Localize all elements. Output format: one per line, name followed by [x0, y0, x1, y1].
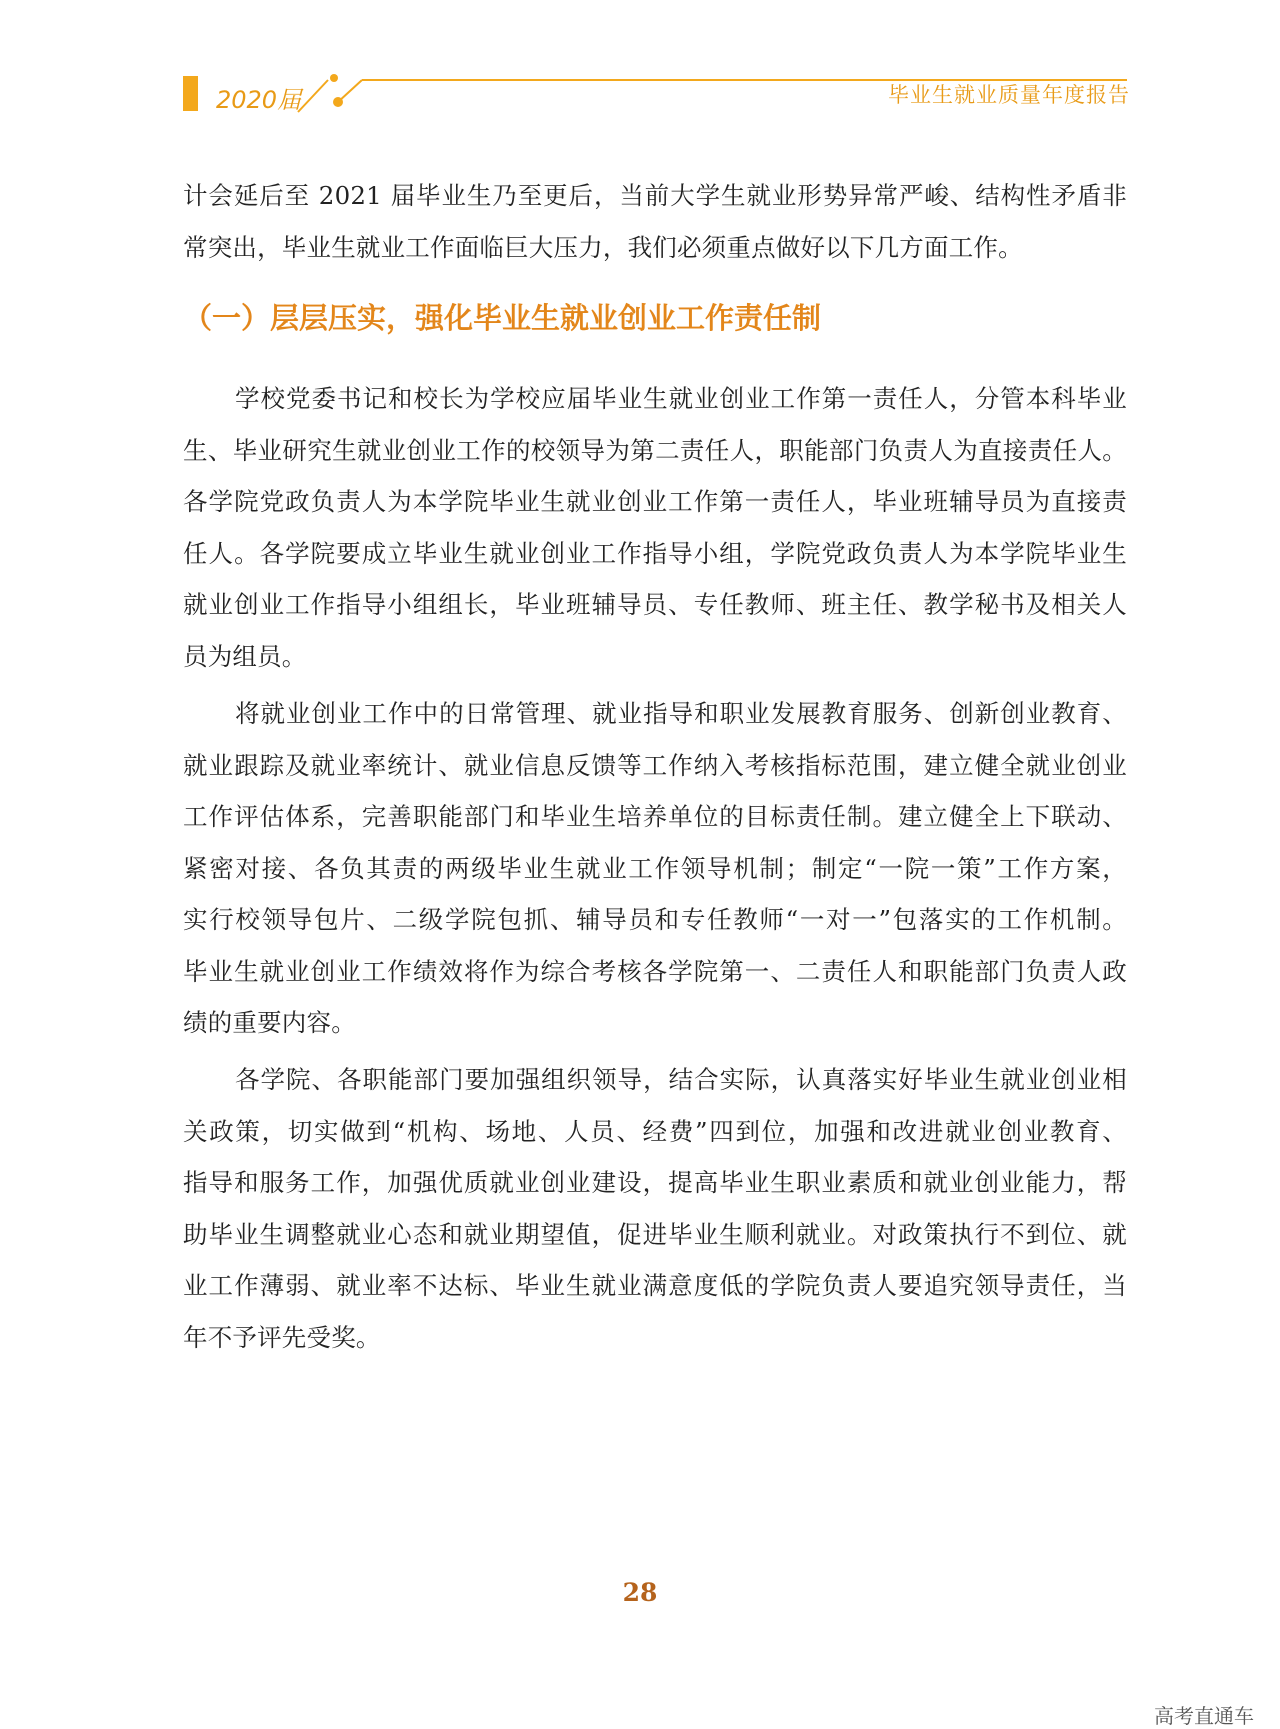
paragraph-line: 将就业创业工作中的日常管理、就业指导和职业发展教育服务、创新创业教育、 [235, 699, 1127, 728]
header-report-title: 毕业生就业质量年度报告 [888, 83, 1130, 107]
page-header [0, 0, 1280, 130]
paragraph-line: 员为组员。 [183, 641, 307, 671]
paragraph-line: 生、毕业研究生就业创业工作的校领导为第二责任人，职能部门负责人为直接责任人。 [183, 435, 1127, 465]
intro-line: 常突出，毕业生就业工作面临巨大压力，我们必须重点做好以下几方面工作。 [183, 232, 1023, 262]
paragraph-line: 各学院党政负责人为本学院毕业生就业创业工作第一责任人，毕业班辅导员为直接责 [183, 487, 1127, 516]
header-year-label: 2020届 [216, 86, 302, 114]
paragraph-line: 任人。各学院要成立毕业生就业创业工作指导小组，学院党政负责人为本学院毕业生 [183, 538, 1127, 568]
header-dot-top [330, 74, 338, 82]
paragraph-line: 学校党委书记和校长为学校应届毕业生就业创业工作第一责任人，分管本科毕业 [235, 384, 1127, 413]
watermark-text: 高考直通车 [1154, 1704, 1254, 1728]
paragraph-line: 年不予评先受奖。 [183, 1322, 381, 1352]
page-number: 28 [622, 1578, 658, 1607]
paragraph-line: 业工作薄弱、就业率不达标、毕业生就业满意度低的学院负责人要追究领导责任，当 [183, 1271, 1127, 1300]
paragraph-leadership [183, 1054, 1127, 1363]
paragraph-line: 助毕业生调整就业心态和就业期望值，促进毕业生顺利就业。对政策执行不到位、就 [183, 1219, 1127, 1249]
header-connector-line [338, 80, 362, 102]
paragraph-line: 绩的重要内容。 [183, 1008, 356, 1037]
paragraph-line: 就业跟踪及就业率统计、就业信息反馈等工作纳入考核指标范围，建立健全就业创业 [183, 750, 1127, 780]
intro-paragraph [183, 170, 1127, 273]
paragraph-responsibility [183, 373, 1127, 682]
paragraph-line: 就业创业工作指导小组组长，毕业班辅导员、专任教师、班主任、教学秘书及相关人 [183, 590, 1127, 619]
paragraph-line: 指导和服务工作，加强优质就业创业建设，提高毕业生职业素质和就业创业能力，帮 [183, 1168, 1127, 1197]
paragraph-line: 毕业生就业创业工作绩效将作为综合考核各学院第一、二责任人和职能部门负责人政 [183, 956, 1127, 986]
paragraph-line: 实行校领导包片、二级学院包抓、辅导员和专任教师“一对一”包落实的工作机制。 [183, 905, 1127, 934]
paragraph-line: 各学院、各职能部门要加强组织领导，结合实际，认真落实好毕业生就业创业相 [235, 1065, 1127, 1094]
header-slash-line [298, 80, 328, 112]
header-decoration [0, 0, 1280, 130]
paragraph-line: 紧密对接、各负其责的两级毕业生就业工作领导机制；制定“一院一策”工作方案， [183, 853, 1127, 883]
paragraph-assessment [183, 688, 1127, 1049]
paragraph-line: 关政策，切实做到“机构、场地、人员、经费”四到位，加强和改进就业创业教育、 [183, 1116, 1127, 1146]
intro-line: 计会延后至 2021 届毕业生乃至更后，当前大学生就业形势异常严峻、结构性矛盾非 [183, 181, 1127, 210]
section-heading: （一）层层压实，强化毕业生就业创业工作责任制 [183, 301, 822, 335]
paragraph-line: 工作评估体系，完善职能部门和毕业生培养单位的目标责任制。建立健全上下联动、 [183, 802, 1127, 831]
